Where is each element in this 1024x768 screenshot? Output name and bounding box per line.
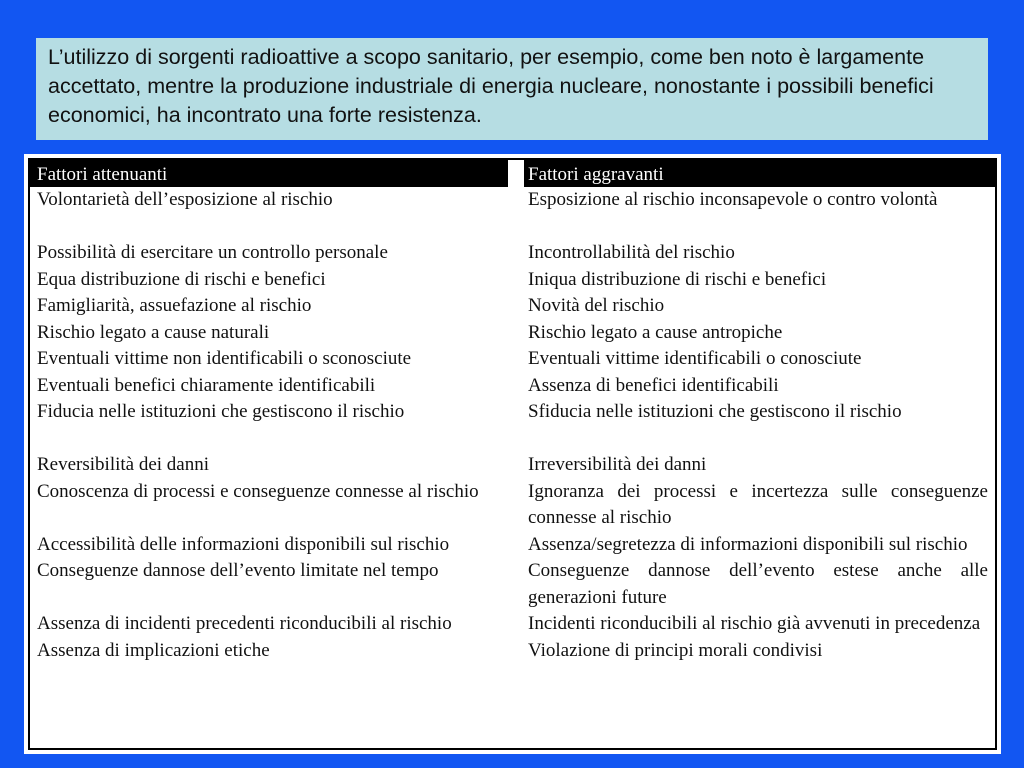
aggravating-factor-cell: Iniqua distribuzione di rischi e benefici xyxy=(528,268,827,290)
mitigating-factor-cell: Possibilità di esercitare un controllo personale xyxy=(37,242,388,263)
intro-text: L’utilizzo di sorgenti radioattive a scopo sanitario, per esempio, come ben noto è largamente accettato, mentre la produzione industriale di energia nucleare, nonostante i possibili benefici economici, ha incontrato una forte resistenza. xyxy=(48,45,934,127)
mitigating-factor-cell: Conoscenza di processi e conseguenze connesse al rischio xyxy=(37,480,479,502)
table-row xyxy=(29,267,996,294)
aggravating-factor-cell: Incontrollabilità del rischio xyxy=(528,242,735,263)
aggravating-factor-cell: Assenza/segretezza di informazioni disponibili sul rischio xyxy=(528,533,968,555)
mitigating-factor-cell: Equa distribuzione di rischi e benefici xyxy=(37,268,326,290)
aggravating-factor-cell: Novità del rischio xyxy=(528,295,665,316)
table-row xyxy=(29,532,996,559)
mitigating-factor-cell: Famigliarità, assuefazione al rischio xyxy=(37,295,312,316)
table-row xyxy=(29,373,996,400)
aggravating-factor-cell: Violazione di principi morali condivisi xyxy=(528,639,823,661)
mitigating-factor-cell: Conseguenze dannose dell’evento limitate nel tempo xyxy=(37,560,439,581)
table-row xyxy=(29,558,996,611)
mitigating-factor-cell: Fiducia nelle istituzioni che gestiscono il rischio xyxy=(37,401,405,422)
table-row xyxy=(29,346,996,373)
aggravating-factor-cell: Conseguenze dannose dell’evento estese anche alle generazioni future xyxy=(528,560,988,608)
mitigating-factor-cell: Eventuali vittime non identificabili o sconosciute xyxy=(37,348,412,369)
aggravating-factor-cell: Assenza di benefici identificabili xyxy=(528,374,779,396)
table-row xyxy=(29,611,996,638)
table-row xyxy=(29,479,996,532)
aggravating-factor-cell: Incidenti riconducibili al rischio già avvenuti in precedenza xyxy=(528,613,981,634)
mitigating-factor-cell: Assenza di incidenti precedenti riconducibili al rischio xyxy=(37,613,452,634)
aggravating-factor-cell: Ignoranza dei processi e incertezza sulle conseguenze connesse al rischio xyxy=(528,480,988,528)
header-mitigating-factors: Fattori attenuanti xyxy=(29,159,508,187)
table-row xyxy=(29,399,996,452)
intro-box xyxy=(36,38,988,140)
table-header-row xyxy=(29,159,996,187)
mitigating-factor-cell: Rischio legato a cause naturali xyxy=(37,321,270,343)
table-row xyxy=(29,638,996,665)
mitigating-factor-cell: Eventuali benefici chiaramente identificabili xyxy=(37,374,376,396)
table-row xyxy=(29,452,996,479)
aggravating-factor-cell: Rischio legato a cause antropiche xyxy=(528,321,783,343)
aggravating-factor-cell: Eventuali vittime identificabili o conosciute xyxy=(528,348,862,369)
aggravating-factor-cell: Sfiducia nelle istituzioni che gestiscono il rischio xyxy=(528,401,902,422)
mitigating-factor-cell: Assenza di implicazioni etiche xyxy=(37,639,270,661)
mitigating-factor-cell: Volontarietà dell’esposizione al rischio xyxy=(37,189,333,210)
table-row xyxy=(29,240,996,267)
table-row xyxy=(29,187,996,240)
mitigating-factor-cell: Reversibilità dei danni xyxy=(37,454,210,475)
table-row xyxy=(29,320,996,347)
header-aggravating-factors: Fattori aggravanti xyxy=(524,159,996,187)
aggravating-factor-cell: Irreversibilità dei danni xyxy=(528,454,707,475)
risk-factors-table-frame xyxy=(24,154,1001,754)
mitigating-factor-cell: Accessibilità delle informazioni disponibili sul rischio xyxy=(37,533,450,555)
table-row xyxy=(29,293,996,320)
risk-factors-table xyxy=(29,159,996,664)
aggravating-factor-cell: Esposizione al rischio inconsapevole o contro volontà xyxy=(528,189,938,210)
